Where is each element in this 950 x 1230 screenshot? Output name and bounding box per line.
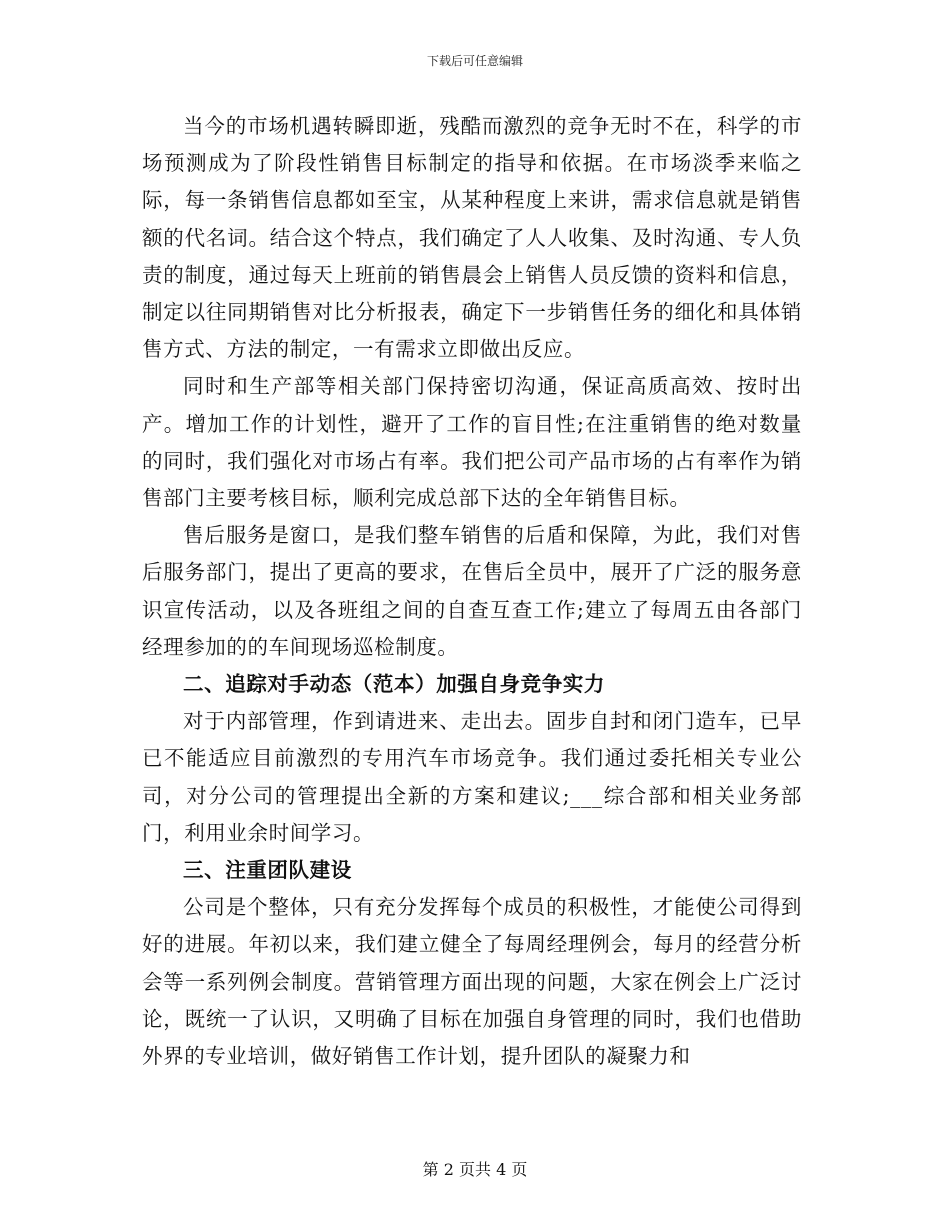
paragraph-team-building: 公司是个整体，只有充分发挥每个成员的积极性，才能使公司得到好的进展。年初以来，我们建立健全了每周经理例会，每月的经营分析会等一系列例会制度。营销管理方面出现的问题，大家在例会上广泛讨论，既统一了认识，又明确了目标在加强自身管理的同时，我们也借助外界的专业培训，做好销售工作计划，提升团队的凝聚力和 bbox=[142, 895, 802, 1069]
document-body bbox=[142, 108, 802, 1075]
section-heading-competition: 二、追踪对手动态（范本）加强自身竞争实力 bbox=[183, 672, 605, 697]
paragraph-production-coordination: 同时和生产部等相关部门保持密切沟通，保证高质高效、按时出产。增加工作的计划性，避开了工作的盲目性;在注重销售的绝对数量的同时，我们强化对市场占有率。我们把公司产品市场的占有率作为销售部门主要考核目标，顺利完成总部下达的全年销售目标。 bbox=[142, 374, 802, 511]
page-header: 下载后可任意编辑 bbox=[426, 54, 523, 68]
section-heading-team-building: 三、注重团队建设 bbox=[183, 858, 352, 883]
page-number: 第 2 页共 4 页 bbox=[422, 1160, 528, 1179]
paragraph-after-sales-service: 售后服务是窗口，是我们整车销售的后盾和保障，为此，我们对售后服务部门，提出了更高的要求，在售后全员中，展开了广泛的服务意识宣传活动，以及各班组之间的自查互查工作;建立了每周五由各部门经理参加的的车间现场巡检制度。 bbox=[142, 523, 802, 659]
paragraph-internal-management: 对于内部管理，作到请进来、走出去。固步自封和闭门造车，已早已不能适应目前激烈的专用汽车市场竞争。我们通过委托相关专业公司，对分公司的管理提出全新的方案和建议;___综合部和相关业务部门，利用业余时间学习。 bbox=[142, 709, 802, 845]
paragraph-market-forecast: 当今的市场机遇转瞬即逝，残酷而激烈的竞争无时不在，科学的市场预测成为了阶段性销售目标制定的指导和依据。在市场淡季来临之际，每一条销售信息都如至宝，从某种程度上来讲，需求信息就是销售额的代名词。结合这个特点，我们确定了人人收集、及时沟通、专人负责的制度，通过每天上班前的销售晨会上销售人员反馈的资料和信息，制定以往同期销售对比分析报表，确定下一步销售任务的细化和具体销售方式、方法的制定，一有需求立即做出反应。 bbox=[142, 114, 802, 362]
